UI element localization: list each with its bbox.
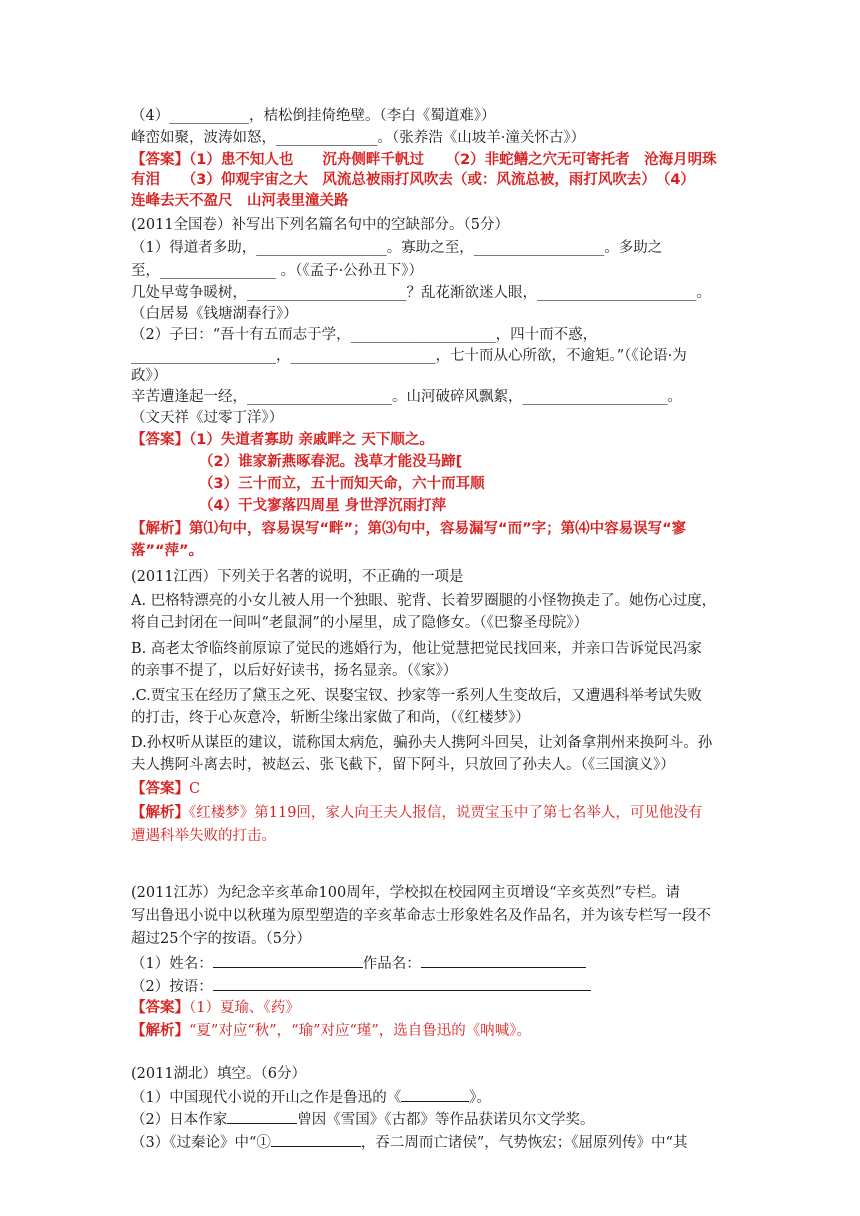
answer-line: （4）干戈寥落四周星 身世浮沉雨打萍 (199, 498, 447, 514)
fill-text: ，吞二周而亡诸侯”，气势恢宏；《屈原列传》中“其 (360, 1135, 688, 1151)
question-heading: (2011全国卷）补写出下列名篇名句中的空缺部分。（5分） (131, 217, 510, 233)
answer-line (131, 779, 200, 799)
explanation-mark: 【解析】 (131, 521, 189, 537)
fill-blank (401, 1086, 469, 1102)
question-line: 峰峦如聚，波涛如怒，______________。（张养浩《山坡羊·潼关怀古》） (131, 130, 586, 146)
option-b-line: B. 高老太爷临终前原谅了觉民的逃婚行为，他让觉慧把觉民找回来，并亲口告诉觉民冯家 (131, 641, 702, 657)
question-line: 几处早莺争暖树，______________________？乱花渐欲迷人眼，______________________。 (131, 285, 711, 301)
question-line: （文天祥《过零丁洋》） (131, 410, 284, 426)
question-line: （4）___________，桔松倒挂倚绝壁。（李白《蜀道难》） (131, 108, 496, 124)
comment-field-line (131, 975, 591, 997)
question-heading: (2011江苏）为纪念辛亥革命100周年，学校拟在校园网主页增设“辛亥英烈”专栏。请 (131, 885, 681, 901)
question-line: 辛苦遭逢起一经，____________________。山河破碎风飘絮，____________________。 (131, 389, 682, 405)
fill-text: （2）日本作家 (131, 1112, 228, 1128)
fill-line-1 (131, 1086, 491, 1108)
fill-text: 》。 (469, 1090, 491, 1106)
option-a-line: A. 巴格特漂亮的小女儿被人用一个独眼、驼背、长着罗圈腿的小怪物换走了。她伤心过度， (131, 593, 717, 609)
question-line: （白居易《钱塘湖春行》） (131, 306, 298, 322)
question-line: 政》） (131, 368, 168, 384)
fill-line-3 (131, 1131, 687, 1153)
explanation-text: 第⑴句中，容易误写“畔”；第⑶句中，容易漏写“而”字；第⑷中容易误写“寥 (189, 521, 687, 537)
explanation-line (131, 519, 686, 539)
option-b-line: 的亲事不提了，以后好好读书，扬名显亲。（《家》） (131, 663, 458, 679)
question-line: （1）得道者多助，__________________。寡助之至，__________________。多助之 (131, 240, 663, 256)
answer-line: 连峰去天不盈尺 山河表里潼关路 (131, 193, 349, 209)
fill-text: （3）《过秦论》中“① (131, 1135, 271, 1151)
answer-mark: 【答案】 (131, 152, 189, 168)
explanation-line: 落”“萍”。 (131, 543, 204, 559)
question-line: 写出鲁迅小说中以秋瑾为原型塑造的辛亥革命志士形象姓名及作品名，并为该专栏写一段不 (131, 908, 711, 924)
question-line: 至，________________ 。（《孟子·公孙丑下》） (131, 263, 423, 279)
explanation-line: 遭遇科举失败的打击。 (131, 828, 276, 844)
answer-mark: 【答案】 (131, 780, 189, 797)
explanation-line (131, 1021, 531, 1041)
comment-blank (213, 975, 591, 991)
name-label: （1）姓名： (131, 956, 213, 972)
fill-text: 曾因《雪国》《古都》等作品获诺贝尔文学奖。 (297, 1112, 595, 1128)
answer-line: （3）三十而立，五十而知天命，六十而耳顺 (199, 476, 485, 492)
answer-line (131, 998, 300, 1018)
comment-label: （2）按语： (131, 979, 213, 995)
work-blank (421, 952, 586, 968)
fill-blank (227, 1108, 297, 1124)
question-line: （2）子曰：“吾十有五而志于学，____________________，四十而不惑， (131, 327, 598, 343)
answer-mark: 【答案】 (131, 999, 189, 1016)
name-blank (213, 952, 363, 968)
explanation-text: 《红楼梦》第119回，家人向王夫人报信，说贾宝玉中了第七名举人，可见他没有 (189, 805, 703, 821)
option-d-line: D.孙权听从谋臣的建议，谎称国太病危，骗孙夫人携阿斗回吴，让刘备拿荆州来换阿斗。孙 (131, 735, 713, 751)
answer-text: （1）失道者寡助 亲戚畔之 天下顺之。 (189, 432, 434, 448)
answer-text: （1）患不知人也 沉舟侧畔千帆过 （2）非蛇鳝之穴无可寄托者 沧海月明珠 (189, 152, 717, 168)
answer-line: 有泪 （3）仰观宇宙之大 风流总被雨打风吹去（或：风流总被，雨打风吹去） （4） (131, 172, 695, 188)
explanation-text: “夏”对应“秋”，“瑜”对应“瑾”，选自鲁迅的《呐喊》。 (189, 1023, 532, 1039)
answer-text: （1）夏瑜、《药》 (189, 1000, 300, 1016)
explanation-line (131, 803, 702, 823)
fill-blank (271, 1131, 361, 1147)
work-label: 作品名： (362, 956, 421, 972)
fill-text: （1）中国现代小说的开山之作是鲁迅的《 (131, 1090, 402, 1106)
answer-mark: 【答案】 (131, 432, 189, 448)
answer-line (131, 150, 717, 170)
option-c-line: .C.贾宝玉在经历了黛玉之死、误娶宝钗、抄家等一系列人生变故后，又遭遇科举考试失败 (131, 688, 702, 704)
question-heading: (2011江西）下列关于名著的说明，不正确的一项是 (131, 569, 464, 585)
option-a-line: 将自己封闭在一间叫“老鼠洞”的小屋里，成了隐修女。（《巴黎圣母院》） (131, 615, 589, 631)
fill-line-2 (131, 1108, 594, 1130)
question-line: ____________________，____________________，七十而从心所欲，不逾矩。”（《论语·为 (131, 348, 687, 364)
explanation-mark: 【解析】 (131, 1022, 189, 1039)
answer-text: C (189, 781, 201, 797)
name-field-line (131, 952, 586, 974)
option-d-line: 夫人携阿斗离去时，被赵云、张飞截下，留下阿斗，只放回了孙夫人。（《三国演义》） (131, 757, 675, 773)
answer-line: （2）谁家新燕啄春泥。浅草才能没马蹄[ (199, 454, 463, 470)
question-line: 超过25个字的按语。（5分） (131, 931, 311, 947)
explanation-mark: 【解析】 (131, 804, 189, 821)
option-c-line: 的打击，终于心灰意冷，斩断尘缘出家做了和尚，（《红楼梦》） (131, 710, 530, 726)
question-heading: (2011湖北）填空。（6分） (131, 1066, 307, 1082)
answer-line (131, 430, 434, 450)
